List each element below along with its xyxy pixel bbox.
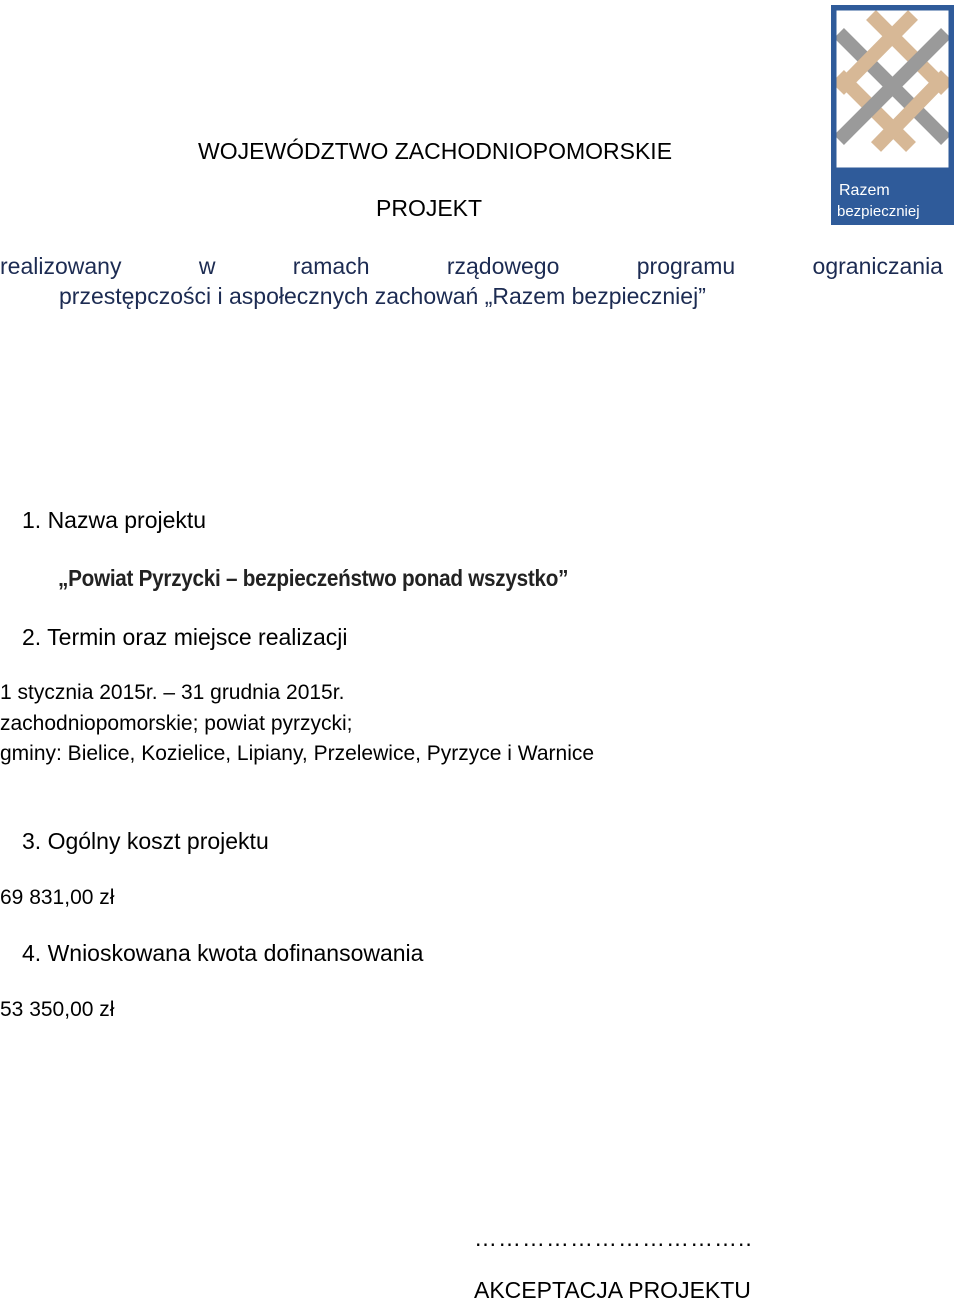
razem-bezpieczniej-logo xyxy=(831,5,954,225)
region-title: WOJEWÓDZTWO ZACHODNIOPOMORSKIE xyxy=(198,138,673,164)
realization-gminy: gminy: Bielice, Kozielice, Lipiany, Przelewice, Pyrzyce i Warnice xyxy=(0,742,595,765)
intro-line-1 xyxy=(0,251,943,281)
doc-title: PROJEKT xyxy=(376,195,483,221)
project-name: „Powiat Pyrzycki – bezpieczeństwo ponad wszystko” xyxy=(58,565,569,591)
intro-word: programu xyxy=(636,253,736,279)
section-3-heading: 3. Ogólny koszt projektu xyxy=(22,828,269,854)
logo-text-line2: bezpieczniej xyxy=(837,203,920,220)
total-cost-value: 69 831,00 zł xyxy=(0,886,115,909)
section-4-heading: 4. Wnioskowana kwota dofinansowania xyxy=(22,940,424,966)
realization-place: zachodniopomorskie; powiat pyrzycki; xyxy=(0,712,353,735)
intro-word: ograniczania xyxy=(812,253,943,279)
intro-word: realizowany xyxy=(0,253,122,279)
intro-paragraph xyxy=(0,251,943,311)
realization-dates: 1 stycznia 2015r. – 31 grudnia 2015r. xyxy=(0,681,345,704)
signature-line: …………………………….. xyxy=(474,1225,753,1251)
logo-text-line1: Razem xyxy=(839,182,890,199)
section-1-heading: 1. Nazwa projektu xyxy=(22,507,207,533)
intro-word: w xyxy=(198,253,216,279)
section-2-heading: 2. Termin oraz miejsce realizacji xyxy=(22,624,348,650)
intro-word: ramach xyxy=(292,253,370,279)
requested-amount-value: 53 350,00 zł xyxy=(0,998,115,1021)
intro-line-2: przestępczości i aspołecznych zachowań „Razem bezpieczniej” xyxy=(59,283,706,309)
intro-word: rządowego xyxy=(446,253,560,279)
signature-label: AKCEPTACJA PROJEKTU xyxy=(474,1277,751,1303)
